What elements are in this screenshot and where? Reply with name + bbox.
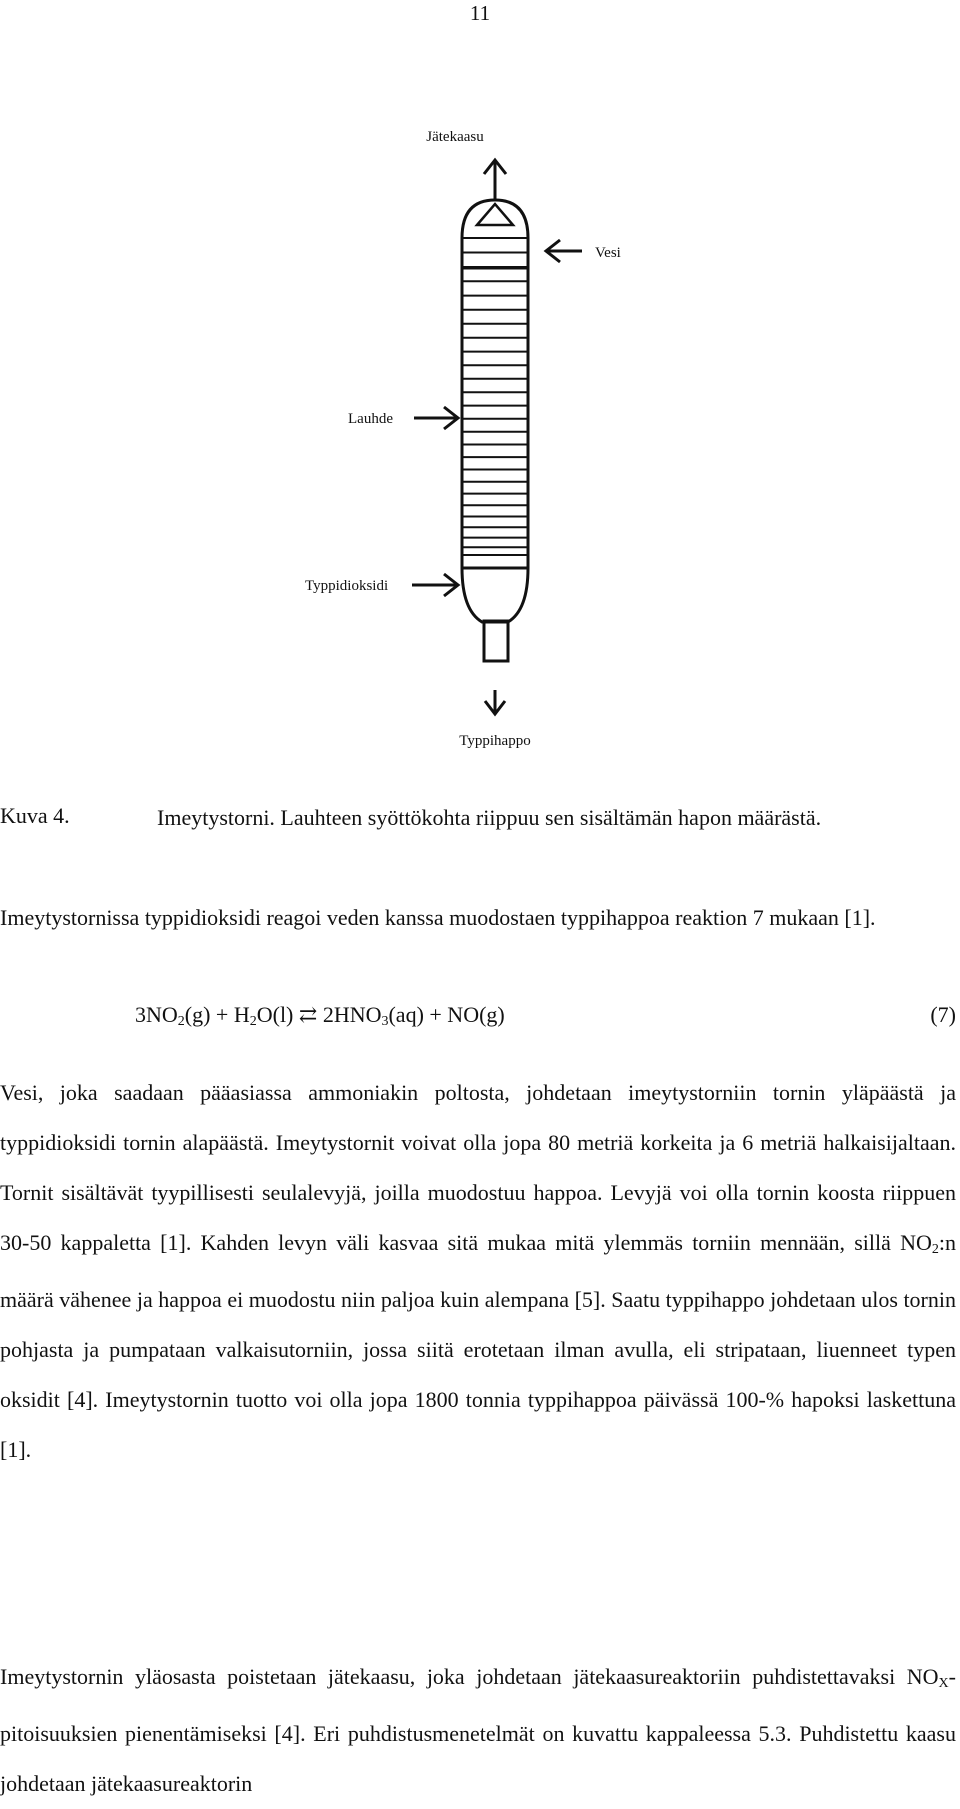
arrow-up-icon [484,160,506,200]
paragraph-3-subscript: X [938,1676,949,1691]
page-number: 11 [469,1,491,25]
paragraph-1: Imeytystornissa typpidioksidi reagoi veden kanssa muodostaen typpihappoa reaktion 7 mukaan [1]. [0,905,876,930]
equation-part: (aq) + NO(g) [388,1002,505,1027]
tower-shell [462,200,528,661]
paragraph-2-subscript: 2 [931,1242,939,1257]
equation-subscript: 2 [249,1014,257,1029]
arrow-left-icon [546,240,582,262]
equation-number: (7) [930,1002,956,1027]
arrow-down-icon [485,690,505,714]
equation-subscript: 3 [381,1014,389,1029]
paragraph-3-text: -pitoisuuksien pienentämiseksi [4]. Eri puhdistusmenetelmät on kuvattu kappaleessa 5.3. Puhdistettu kaasu johdetaan jätekaasureaktorin [0,1664,956,1796]
arrow-right-icon [412,574,458,596]
label-jatekaasu: Jätekaasu [426,129,484,145]
paragraph-3 [0,1652,956,1809]
figure-caption-text: Imeytystorni. Lauhteen syöttökohta riippuu sen sisältämän hapon määrästä. [157,805,822,830]
equation-subscript: 2 [177,1014,185,1029]
equation-part: O(l) ⇄ 2HNO [256,1002,382,1027]
label-typpidioksidi: Typpidioksidi [305,578,389,594]
paragraph-2-text: Vesi, joka saadaan pääasiassa ammoniakin poltosta, johdetaan imeytystorniin tornin yläpäästä ja typpidioksidi tornin alapäästä. Imeytystornit voivat olla jopa 80 metriä korkeita ja 6 metriä halkaisijaltaan. Tornit sisältävät tyypillisesti seulalevyjä, joilla muodostuu happoa. Levyjä voi olla tornin koosta riippuen 30-50 kappaletta [1]. Kahden levyn väli kasvaa sitä mukaa mitä ylemmäs torniin mennään, sillä NO [0,1080,956,1255]
equation-part: 3NO [135,1002,178,1027]
label-lauhde: Lauhde [348,411,393,427]
tray-stack [462,238,528,555]
absorption-tower-diagram [290,118,621,758]
paragraph-3-text: Imeytystornin yläosasta poistetaan jätekaasu, joka johdetaan jätekaasureaktoriin puhdistettavaksi NO [0,1664,939,1689]
equation-7 [135,1000,505,1037]
label-vesi: Vesi [595,245,621,261]
figure-caption-label: Kuva 4. [0,803,70,828]
paragraph-2-text: :n määrä vähenee ja happoa ei muodostu niin paljoa kuin alempana [5]. Saatu typpihappo johdetaan ulos tornin pohjasta ja pumpataan valkaisutorniin, jossa siitä erotetaan ilman avulla, eli stripataan, liuenneet typen oksidit [4]. Imeytystornin tuotto voi olla jopa 1800 tonnia typpihappoa päivässä 100-% hapoksi laskettuna [1]. [0,1230,956,1462]
arrow-right-icon [414,407,458,429]
label-typpihappo: Typpihappo [459,733,531,749]
equation-part: (g) + H [184,1002,250,1027]
paragraph-2 [0,1068,956,1475]
